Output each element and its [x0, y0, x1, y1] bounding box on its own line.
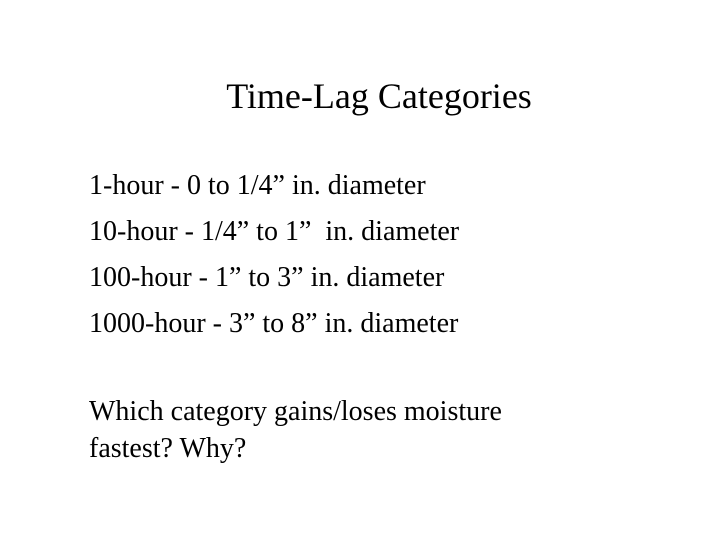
question-line-2: fastest? Why? [89, 433, 247, 464]
list-item: 10-hour - 1/4” to 1” in. diameter [89, 216, 460, 247]
list-item: 1000-hour - 3” to 8” in. diameter [89, 308, 459, 339]
category-list [89, 163, 459, 347]
list-item: 100-hour - 1” to 3” in. diameter [89, 262, 445, 293]
question-line-1: Which category gains/loses moisture [89, 396, 502, 427]
question-text [89, 393, 502, 467]
list-item: 1-hour - 0 to 1/4” in. diameter [89, 170, 426, 201]
slide-title: Time-Lag Categories [226, 76, 532, 116]
